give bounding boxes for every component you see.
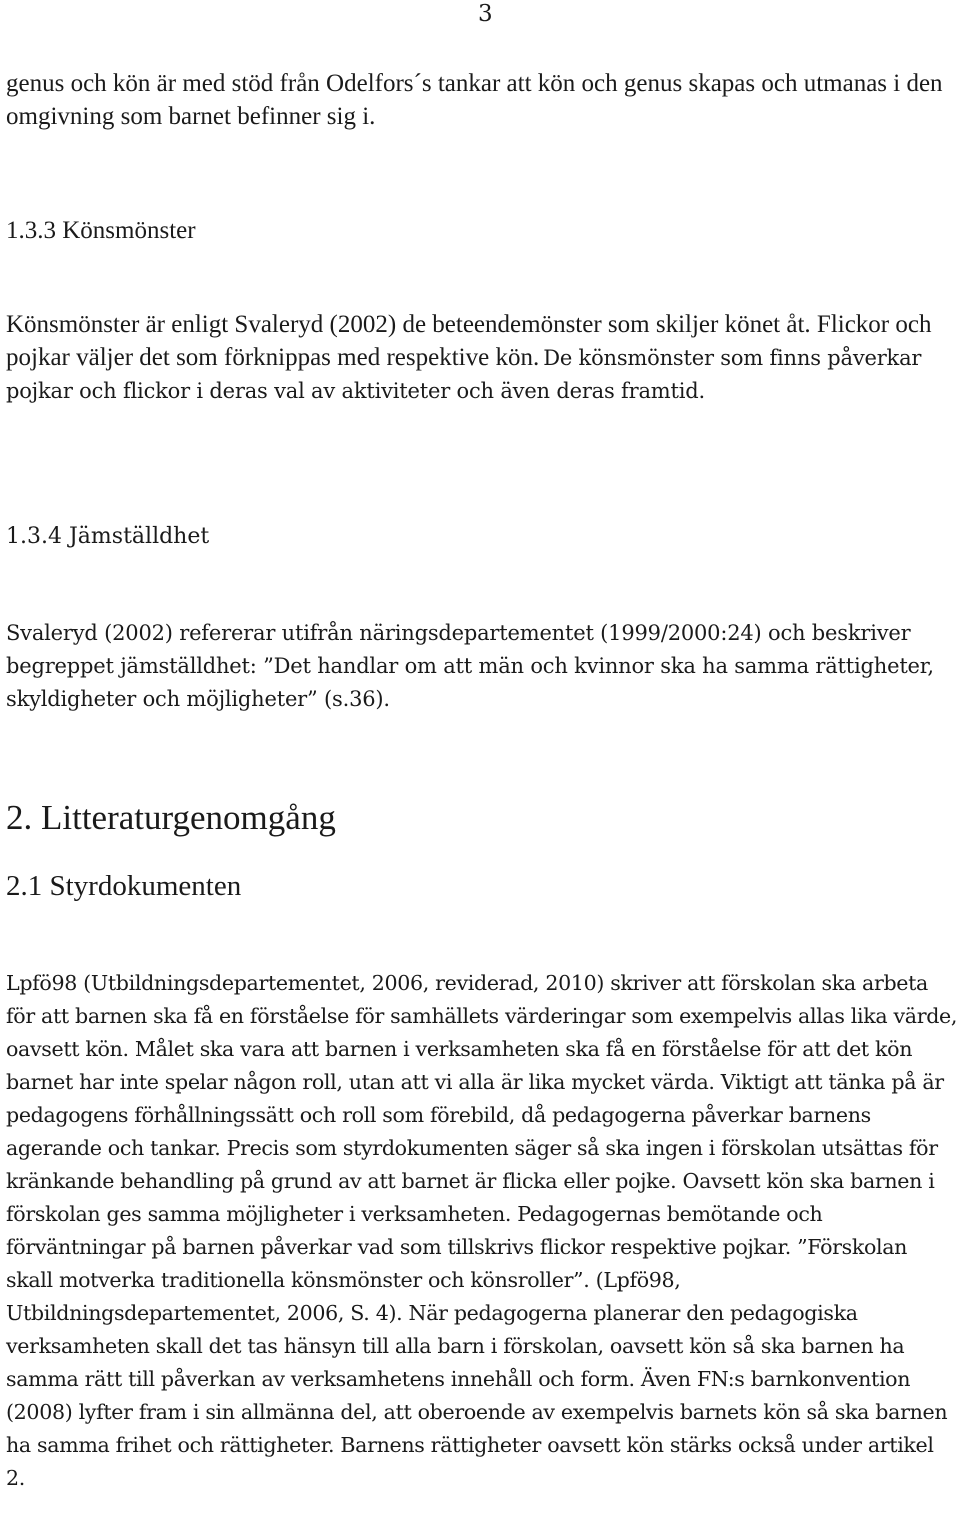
section-heading-2: 2. Litteraturgenomgång (6, 798, 336, 837)
intro-paragraph: genus och kön är med stöd från Odelfors´s tankar att kön och genus skapas och utmanas i den omgivning som barnet befinner sig i. (6, 70, 943, 130)
section-2-1-paragraph: Lpfö98 (Utbildningsdepartementet, 2006, reviderad, 2010) skriver att förskolan ska arbeta för att barnen ska få en förståelse för samhällets värderingar som exempelvis allas lika värde, oavsett kön. Målet ska vara att barnen i verksamheten ska få en förståelse för att det kön barnet har inte spelar någon roll, utan att vi alla är lika mycket värda. Viktigt att tänka på är pedagogens förhållningssätt och roll som förebild, då pedagogerna påverkar barnens agerande och tankar. Precis som styrdokumenten säger så ska ingen i förskolan utsättas för kränkande behandling på grund av att barnet är flicka eller pojke. Oavsett kön ska barnen i förskolan ges samma möjligheter i verksamheten. Pedagogernas bemötande och förväntningar på barnen påverkar vad som tillskrivs flickor respektive pojkar. ”Förskolan skall motverka traditionella könsmönster och könsroller”. (Lpfö98, Utbildningsdepartementet, 2006, S. 4). När pedagogerna planerar den pedagogiska verksamheten skall det tas hänsyn till alla barn i förskolan, oavsett kön så ska barnen ha samma rätt till påverkan av verksamhetens innehåll och form. Även FN:s barnkonvention (2008) lyfter fram i sin allmänna del, att oberoende av exempelvis barnets kön så ska barnen ha samma frihet och rättigheter. Barnens rättigheter oavsett kön stärks också under artikel 2. (6, 971, 958, 1490)
section-heading-1-3-4-text: Jämställdhet (68, 524, 210, 549)
section-heading-2-1: 2.1 Styrdokumenten (6, 870, 242, 902)
section-1-3-3-paragraph-part2: De könsmönster som finns påverkar pojkar och flickor i deras val av aktiviteter och även deras framtid. (6, 346, 922, 403)
section-heading-1-3-4 (6, 522, 209, 552)
section-1-3-3-paragraph-part1: Könsmönster är enligt Svaleryd (2002) de beteendemönster som skiljer könet åt. Flickor och pojkar väljer det som förknippas med respektive kön. (6, 311, 932, 371)
section-1-3-3-body (6, 308, 958, 408)
section-heading-1-3-4-number: 1.3.4 (6, 524, 62, 549)
page-number: 3 (478, 1, 493, 27)
section-1-3-4-paragraph: Svaleryd (2002) refererar utifrån näringsdepartementet (1999/2000:24) och beskriver begreppet jämställdhet: ”Det handlar om att män och kvinnor ska ha samma rättigheter, skyldigheter och möjligheter” (s.36). (6, 621, 934, 711)
section-heading-1-3-3: 1.3.3 Könsmönster (6, 217, 196, 244)
